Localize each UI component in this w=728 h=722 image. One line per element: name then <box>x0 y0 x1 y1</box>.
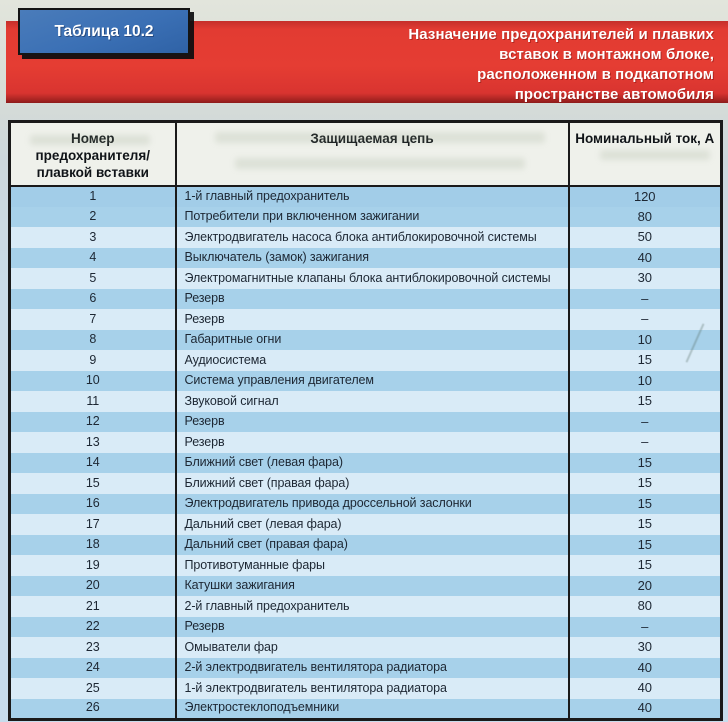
fuse-number-cell: 22 <box>10 617 176 638</box>
fuse-number-cell: 4 <box>10 248 176 269</box>
fuse-assignment-table <box>8 120 723 721</box>
fuse-number-cell: 20 <box>10 576 176 597</box>
rated-current-cell: – <box>569 309 722 330</box>
rated-current-cell: 80 <box>569 207 722 228</box>
table-row <box>10 371 722 392</box>
rated-current-cell: 50 <box>569 227 722 248</box>
table-row <box>10 637 722 658</box>
protected-circuit-cell: Резерв <box>176 412 569 433</box>
fuse-number-cell: 10 <box>10 371 176 392</box>
fuse-number-cell: 23 <box>10 637 176 658</box>
fuse-number-cell: 16 <box>10 494 176 515</box>
table-row <box>10 576 722 597</box>
fuse-number-cell: 17 <box>10 514 176 535</box>
protected-circuit-cell: Противотуманные фары <box>176 555 569 576</box>
table-title-line: вставок в монтажном блоке, <box>499 46 714 63</box>
table-title <box>408 25 714 105</box>
protected-circuit-cell: Звуковой сигнал <box>176 391 569 412</box>
protected-circuit-cell: Резерв <box>176 432 569 453</box>
fuse-number-cell: 6 <box>10 289 176 310</box>
table-row <box>10 699 722 720</box>
fuse-number-cell: 19 <box>10 555 176 576</box>
protected-circuit-cell: Резерв <box>176 309 569 330</box>
protected-circuit-cell: Электродвигатель насоса блока антиблокировочной системы <box>176 227 569 248</box>
rated-current-cell: 30 <box>569 268 722 289</box>
table-row <box>10 596 722 617</box>
table-row <box>10 473 722 494</box>
fuse-number-cell: 7 <box>10 309 176 330</box>
protected-circuit-cell: Катушки зажигания <box>176 576 569 597</box>
fuse-table-header <box>10 122 722 187</box>
fuse-number-cell: 2 <box>10 207 176 228</box>
table-row <box>10 207 722 228</box>
table-title-line: Назначение предохранителей и плавких <box>408 26 714 43</box>
fuse-number-cell: 11 <box>10 391 176 412</box>
protected-circuit-cell: Выключатель (замок) зажигания <box>176 248 569 269</box>
table-row <box>10 309 722 330</box>
protected-circuit-cell: Потребители при включенном зажигании <box>176 207 569 228</box>
table-row <box>10 678 722 699</box>
protected-circuit-cell: 1-й главный предохранитель <box>176 186 569 207</box>
table-row <box>10 412 722 433</box>
rated-current-cell: 15 <box>569 350 722 371</box>
table-number-tag <box>18 8 190 55</box>
table-row <box>10 535 722 556</box>
fuse-number-cell: 9 <box>10 350 176 371</box>
fuse-number-cell: 13 <box>10 432 176 453</box>
table-row <box>10 227 722 248</box>
rated-current-cell: 15 <box>569 514 722 535</box>
table-row <box>10 555 722 576</box>
rated-current-cell: 10 <box>569 371 722 392</box>
table-row <box>10 494 722 515</box>
rated-current-cell: 30 <box>569 637 722 658</box>
fuse-number-cell: 3 <box>10 227 176 248</box>
protected-circuit-cell: 1-й электродвигатель вентилятора радиатора <box>176 678 569 699</box>
protected-circuit-cell: Электродвигатель привода дроссельной заслонки <box>176 494 569 515</box>
table-row <box>10 330 722 351</box>
column-header-line: предохранителя/ <box>35 148 150 163</box>
rated-current-cell: 15 <box>569 555 722 576</box>
rated-current-cell: 80 <box>569 596 722 617</box>
protected-circuit-cell: Резерв <box>176 617 569 638</box>
rated-current-cell: 15 <box>569 453 722 474</box>
fuse-number-cell: 8 <box>10 330 176 351</box>
table-number-label: Таблица 10.2 <box>54 22 154 40</box>
protected-circuit-cell: Электростеклоподъемники <box>176 699 569 720</box>
table-row <box>10 514 722 535</box>
rated-current-cell: 120 <box>569 186 722 207</box>
table-row <box>10 432 722 453</box>
fuse-number-cell: 12 <box>10 412 176 433</box>
table-row <box>10 350 722 371</box>
fuse-number-cell: 26 <box>10 699 176 720</box>
protected-circuit-cell: Система управления двигателем <box>176 371 569 392</box>
table-row <box>10 617 722 638</box>
rated-current-cell: 15 <box>569 535 722 556</box>
column-header-rated-current: Номинальный ток, А <box>569 122 722 187</box>
column-header-line: плавкой вставки <box>36 165 149 180</box>
protected-circuit-cell: Аудиосистема <box>176 350 569 371</box>
rated-current-cell: 40 <box>569 699 722 720</box>
fuse-number-cell: 18 <box>10 535 176 556</box>
rated-current-cell: – <box>569 617 722 638</box>
column-header-line: Номер <box>70 131 115 146</box>
fuse-number-cell: 5 <box>10 268 176 289</box>
fuse-number-cell: 21 <box>10 596 176 617</box>
table-row <box>10 268 722 289</box>
table-row <box>10 186 722 207</box>
protected-circuit-cell: Ближний свет (левая фара) <box>176 453 569 474</box>
table-row <box>10 248 722 269</box>
column-header-protected-circuit: Защищаемая цепь <box>176 122 569 187</box>
fuse-number-cell: 24 <box>10 658 176 679</box>
column-header-fuse-number <box>10 122 176 187</box>
rated-current-cell: – <box>569 289 722 310</box>
rated-current-cell: 15 <box>569 494 722 515</box>
fuse-number-cell: 25 <box>10 678 176 699</box>
fuse-number-cell: 15 <box>10 473 176 494</box>
table-row <box>10 391 722 412</box>
table-row <box>10 289 722 310</box>
protected-circuit-cell: Омыватели фар <box>176 637 569 658</box>
protected-circuit-cell: 2-й главный предохранитель <box>176 596 569 617</box>
rated-current-cell: – <box>569 412 722 433</box>
protected-circuit-cell: 2-й электродвигатель вентилятора радиатора <box>176 658 569 679</box>
rated-current-cell: 15 <box>569 473 722 494</box>
table-title-line: расположенном в подкапотном <box>477 66 714 83</box>
rated-current-cell: 40 <box>569 678 722 699</box>
rated-current-cell: 40 <box>569 658 722 679</box>
fuse-table-body <box>10 186 722 719</box>
rated-current-cell: – <box>569 432 722 453</box>
protected-circuit-cell: Дальний свет (левая фара) <box>176 514 569 535</box>
fuse-number-cell: 14 <box>10 453 176 474</box>
rated-current-cell: 10 <box>569 330 722 351</box>
fuse-number-cell: 1 <box>10 186 176 207</box>
protected-circuit-cell: Дальний свет (правая фара) <box>176 535 569 556</box>
protected-circuit-cell: Ближний свет (правая фара) <box>176 473 569 494</box>
table-title-line: пространстве автомобиля <box>514 86 714 103</box>
rated-current-cell: 20 <box>569 576 722 597</box>
rated-current-cell: 15 <box>569 391 722 412</box>
table-row <box>10 658 722 679</box>
rated-current-cell: 40 <box>569 248 722 269</box>
protected-circuit-cell: Электромагнитные клапаны блока антиблокировочной системы <box>176 268 569 289</box>
table-row <box>10 453 722 474</box>
protected-circuit-cell: Габаритные огни <box>176 330 569 351</box>
protected-circuit-cell: Резерв <box>176 289 569 310</box>
header-row <box>10 122 722 187</box>
